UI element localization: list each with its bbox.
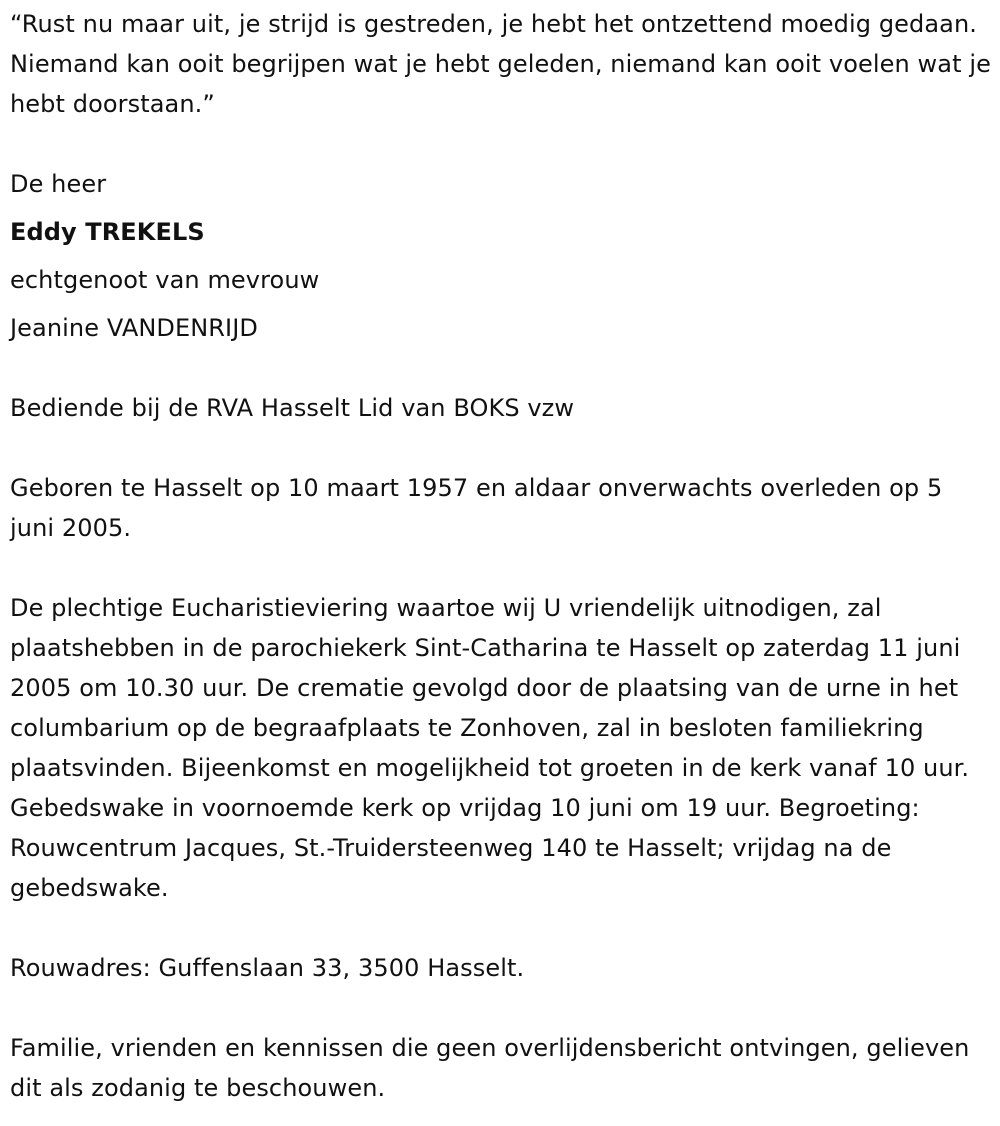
ceremony-details: De plechtige Eucharistieviering waartoe wij U vriendelijk uitnodigen, zal plaatshebben in de parochiekerk Sint-Catharina te Hasselt op zaterdag 11 juni 2005 om 10.30 uur. De crematie gevolgd door de plaatsing van de urne in het columbarium op de begraafplaats te Zonhoven, zal in besloten familiekring plaatsvinden. Bijeenkomst en mogelijkheid tot groeten in de kerk vanaf 10 uur. Gebedswake in voornoemde kerk op vrijdag 10 juni om 19 uur. Begroeting: Rouwcentrum Jacques, St.-Truidersteenweg 140 te Hasselt; vrijdag na de gebedswake. [10, 594, 970, 902]
spacer [10, 124, 994, 164]
spacer [10, 348, 994, 388]
birth-death-text: Geboren te Hasselt op 10 maart 1957 en aldaar onverwachts overleden op 5 juni 2005. [10, 474, 943, 542]
mourning-address: Rouwadres: Guffenslaan 33, 3500 Hasselt. [10, 954, 525, 982]
closing-note: Familie, vrienden en kennissen die geen overlijdensbericht ontvingen, gelieven dit als zodanig te beschouwen. [10, 1034, 970, 1102]
spacer [10, 908, 994, 948]
spouse-name: Jeanine VANDENRIJD [10, 314, 258, 342]
spacer [10, 548, 994, 588]
occupation: Bediende bij de RVA Hasselt Lid van BOKS vzw [10, 394, 575, 422]
spacer [10, 988, 994, 1028]
salutation: De heer [10, 170, 107, 198]
spacer [10, 428, 994, 468]
opening-quote: “Rust nu maar uit, je strijd is gestreden, je hebt het ontzettend moedig gedaan. Niemand kan ooit begrijpen wat je hebt geleden, niemand kan ooit voelen wat je hebt doorstaan.” [10, 10, 991, 118]
deceased-name: Eddy TREKELS [10, 218, 205, 246]
obituary-document [10, 4, 994, 1108]
spouse-intro: echtgenoot van mevrouw [10, 266, 320, 294]
